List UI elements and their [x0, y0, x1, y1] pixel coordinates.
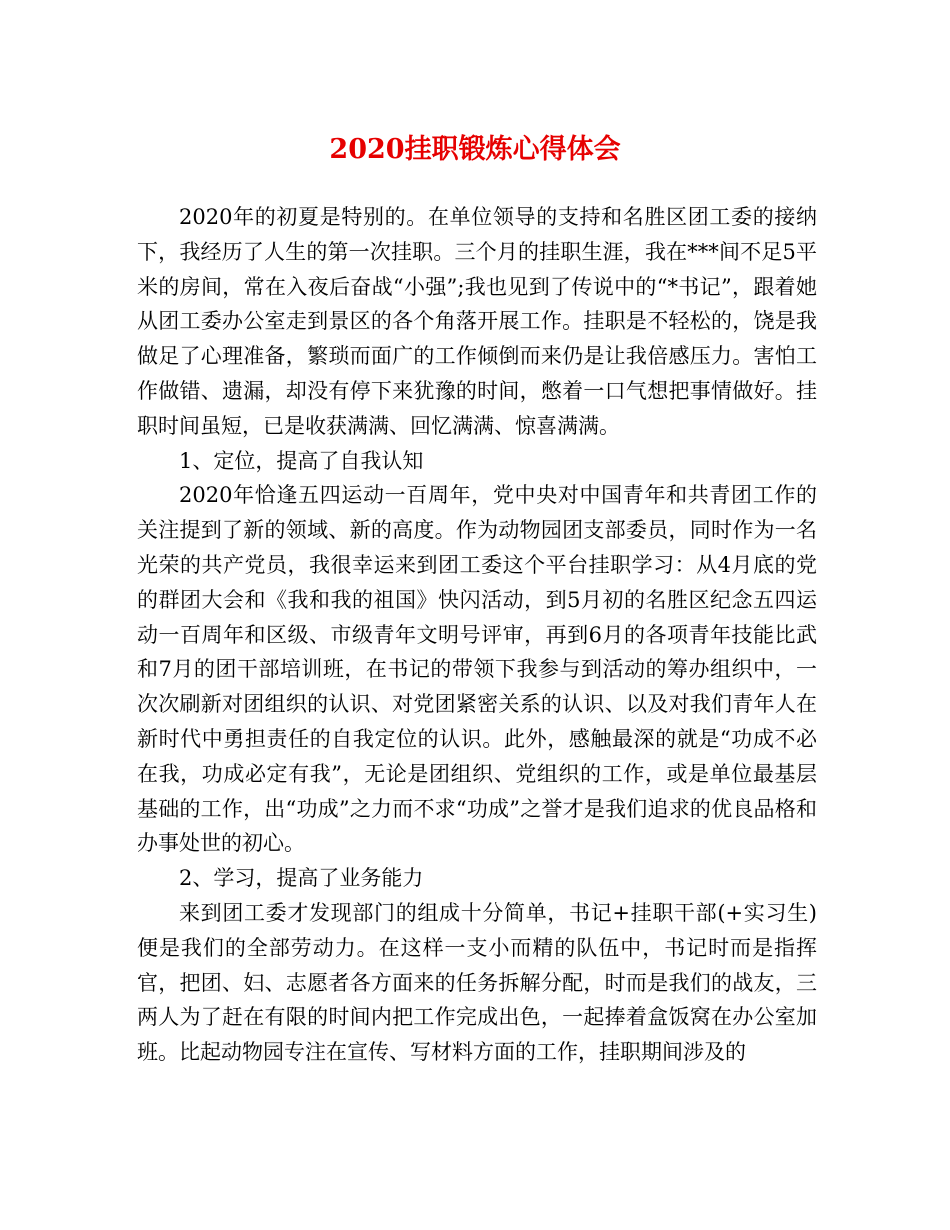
document-title: 2020挂职锻炼心得体会 [329, 134, 621, 165]
section-heading-learning: 2、学习，提高了业务能力 [179, 866, 424, 891]
document-body [137, 200, 817, 1070]
paragraph-positioning: 2020年恰逢五四运动一百周年，党中央对中国青年和共青团工作的关注提到了新的领域、新的高度。作为动物园团支部委员，同时作为一名光荣的共产党员，我很幸运来到团工委这个平台挂职学习：从4月底的党的群团大会和《我和我的祖国》快闪活动，到5月初的名胜区纪念五四运动一百周年和区级、市级青年文明号评审，再到6月的各项青年技能比武和7月的团干部培训班，在书记的带领下我参与到活动的筹办组织中，一次次刷新对团组织的认识、对党团紧密关系的认识、以及对我们青年人在新时代中勇担责任的自我定位的认识。此外，感触最深的就是“功成不必在我，功成必定有我”，无论是团组织、党组织的工作，或是单位最基层基础的工作，出“功成”之力而不求“功成”之誉才是我们追求的优良品格和办事处世的初心。 [137, 483, 817, 856]
paragraph-intro: 2020年的初夏是特别的。在单位领导的支持和名胜区团工委的接纳下，我经历了人生的第一次挂职。三个月的挂职生涯，我在***间不足5平米的房间，常在入夜后奋战“小强”;我也见到了传说中的“*书记”，跟着她从团工委办公室走到景区的各个角落开展工作。挂职是不轻松的，饶是我做足了心理准备，繁琐而面广的工作倾倒而来仍是让我倍感压力。害怕工作做错、遗漏，却没有停下来犹豫的时间，憋着一口气想把事情做好。挂职时间虽短，已是收获满满、回忆满满、惊喜满满。 [137, 205, 817, 438]
section-heading-positioning: 1、定位，提高了自我认知 [179, 448, 424, 473]
paragraph-learning: 来到团工委才发现部门的组成十分简单，书记+挂职干部(+实习生)便是我们的全部劳动力。在这样一支小而精的队伍中，书记时而是指挥官，把团、妇、志愿者各方面来的任务拆解分配，时而是我们的战友，三两人为了赶在有限的时间内把工作完成出色，一起捧着盒饭窝在办公室加班。比起动物园专注在宣传、写材料方面的工作，挂职期间涉及的 [137, 900, 817, 1065]
